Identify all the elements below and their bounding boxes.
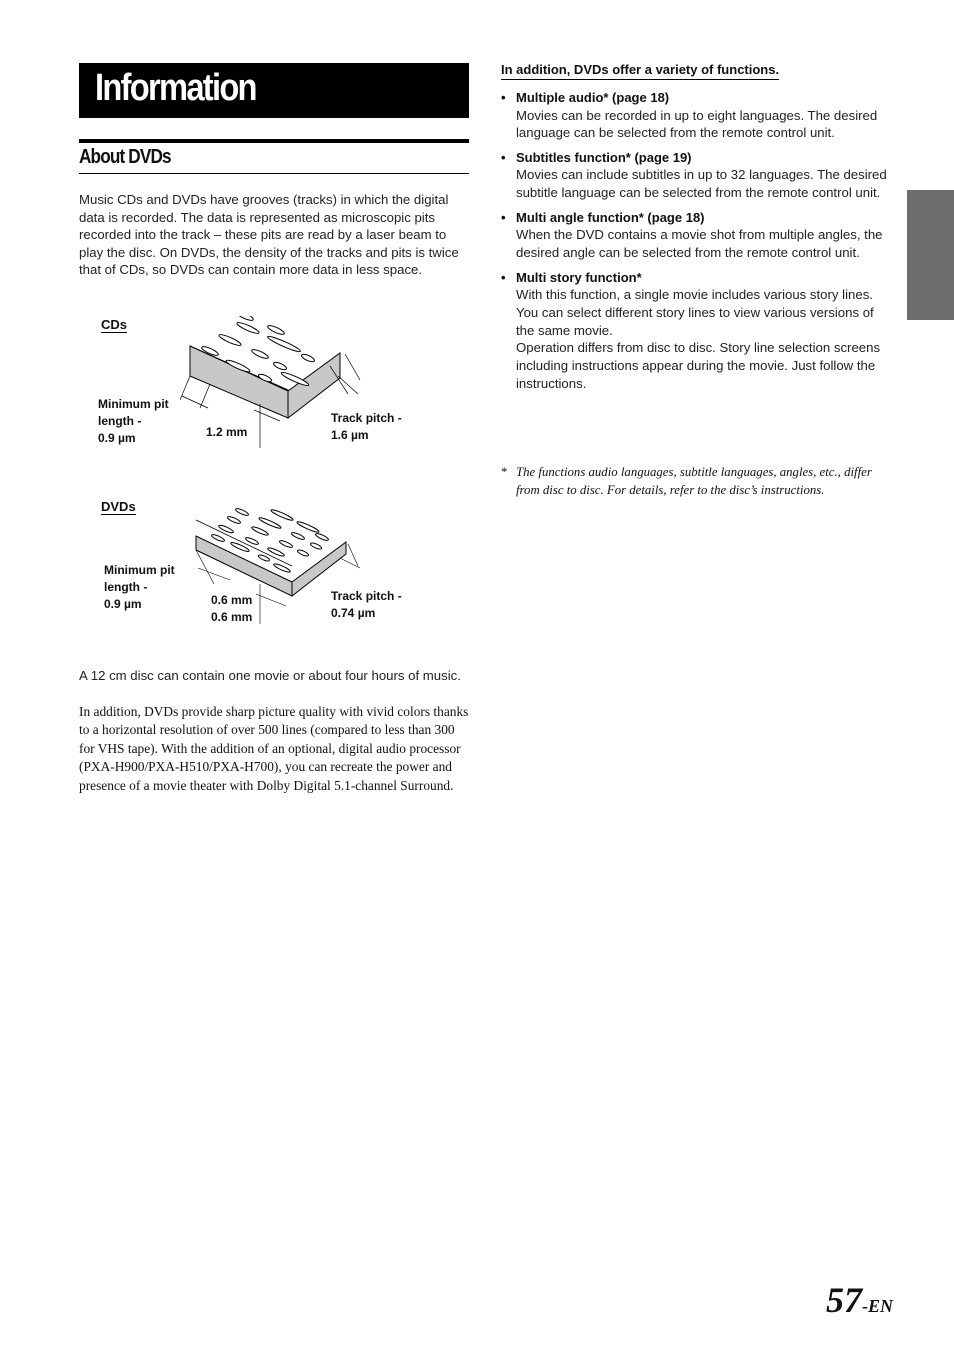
feature-title: Multi angle function* (page 18) (516, 209, 705, 225)
functions-heading: In addition, DVDs offer a variety of functions. (501, 62, 779, 80)
footnote-marker: * (501, 465, 508, 479)
feature-title: Multiple audio* (page 18) (516, 90, 670, 105)
title-bar (79, 63, 469, 118)
page-number-suffix: -EN (862, 1296, 893, 1316)
list-item (501, 209, 891, 262)
page-title: Information (95, 67, 256, 109)
dvd-min-pit-label: Minimum pit length - 0.9 µm (104, 563, 175, 611)
bullet-icon: • (501, 269, 506, 285)
cd-min-pit-label: Minimum pit length - 0.9 µm (98, 397, 169, 445)
cd-thickness-label: 1.2 mm (206, 425, 248, 439)
bullet-icon: • (501, 209, 506, 225)
footnote (501, 464, 893, 499)
feature-body: Movies can be recorded in up to eight languages. The desired language can be selected from the remote control unit. (516, 107, 878, 141)
feature-body: When the DVD contains a movie shot from multiple angles, the desired angle can be selected from the remote control unit. (516, 227, 883, 261)
feature-body-continued: Operation differs from disc to disc. Story line selection screens including instructions appear during the movie. Just follow the instructions. (516, 340, 881, 391)
feature-body: With this function, a single movie includes various story lines. You can select different story lines to view various versions of the same movie. (516, 287, 874, 338)
section-divider-bottom (79, 173, 469, 174)
list-item (501, 89, 891, 142)
quality-paragraph: In addition, DVDs provide sharp picture quality with vivid colors thanks to a horizontal resolution of over 500 lines (compared to less than 300 for VHS tape). With the addition of an optional, digital audio processor (PXA-H900/PXA-H510/PXA-H700), you can recreate the power and presence of a movie theater with Dolby Digital 5.1-channel Surround. (79, 704, 469, 793)
footnote-text: The functions audio languages, subtitle languages, angles, etc., differ from disc to disc. For details, refer to the disc’s instructions. (516, 465, 872, 497)
functions-list (501, 89, 891, 399)
intro-paragraph: Music CDs and DVDs have grooves (tracks) in which the digital data is recorded. The data is represented as microscopic pits recorded into the track – these pits are read by a laser beam to play the disc. On DVDs, the density of the tracks and pits is twice that of CDs, so DVDs can contain more data in less space. (79, 192, 459, 278)
bullet-icon: • (501, 149, 506, 165)
feature-body: Movies can include subtitles in up to 32 languages. The desired subtitle language can be selected from the remote control unit. (516, 167, 887, 201)
feature-title: Multi story function* (516, 269, 642, 285)
list-item (501, 269, 891, 393)
side-tab (907, 190, 954, 320)
cd-track-pitch-label: Track pitch - 1.6 µm (331, 411, 402, 442)
page-number: 57-EN (826, 1280, 893, 1320)
capacity-paragraph: A 12 cm disc can contain one movie or about four hours of music. (79, 668, 461, 683)
feature-title: Subtitles function* (page 19) (516, 149, 692, 165)
dvd-diagram-label: DVDs (101, 499, 136, 514)
list-item (501, 149, 891, 202)
dvd-thickness-label: 0.6 mm 0.6 mm (211, 593, 253, 624)
cd-diagram-label: CDs (101, 317, 128, 332)
section-divider-top (79, 139, 469, 143)
section-title: About DVDs (79, 146, 171, 168)
dvd-track-pitch-label: Track pitch - 0.74 µm (331, 589, 402, 620)
bullet-icon: • (501, 90, 506, 105)
